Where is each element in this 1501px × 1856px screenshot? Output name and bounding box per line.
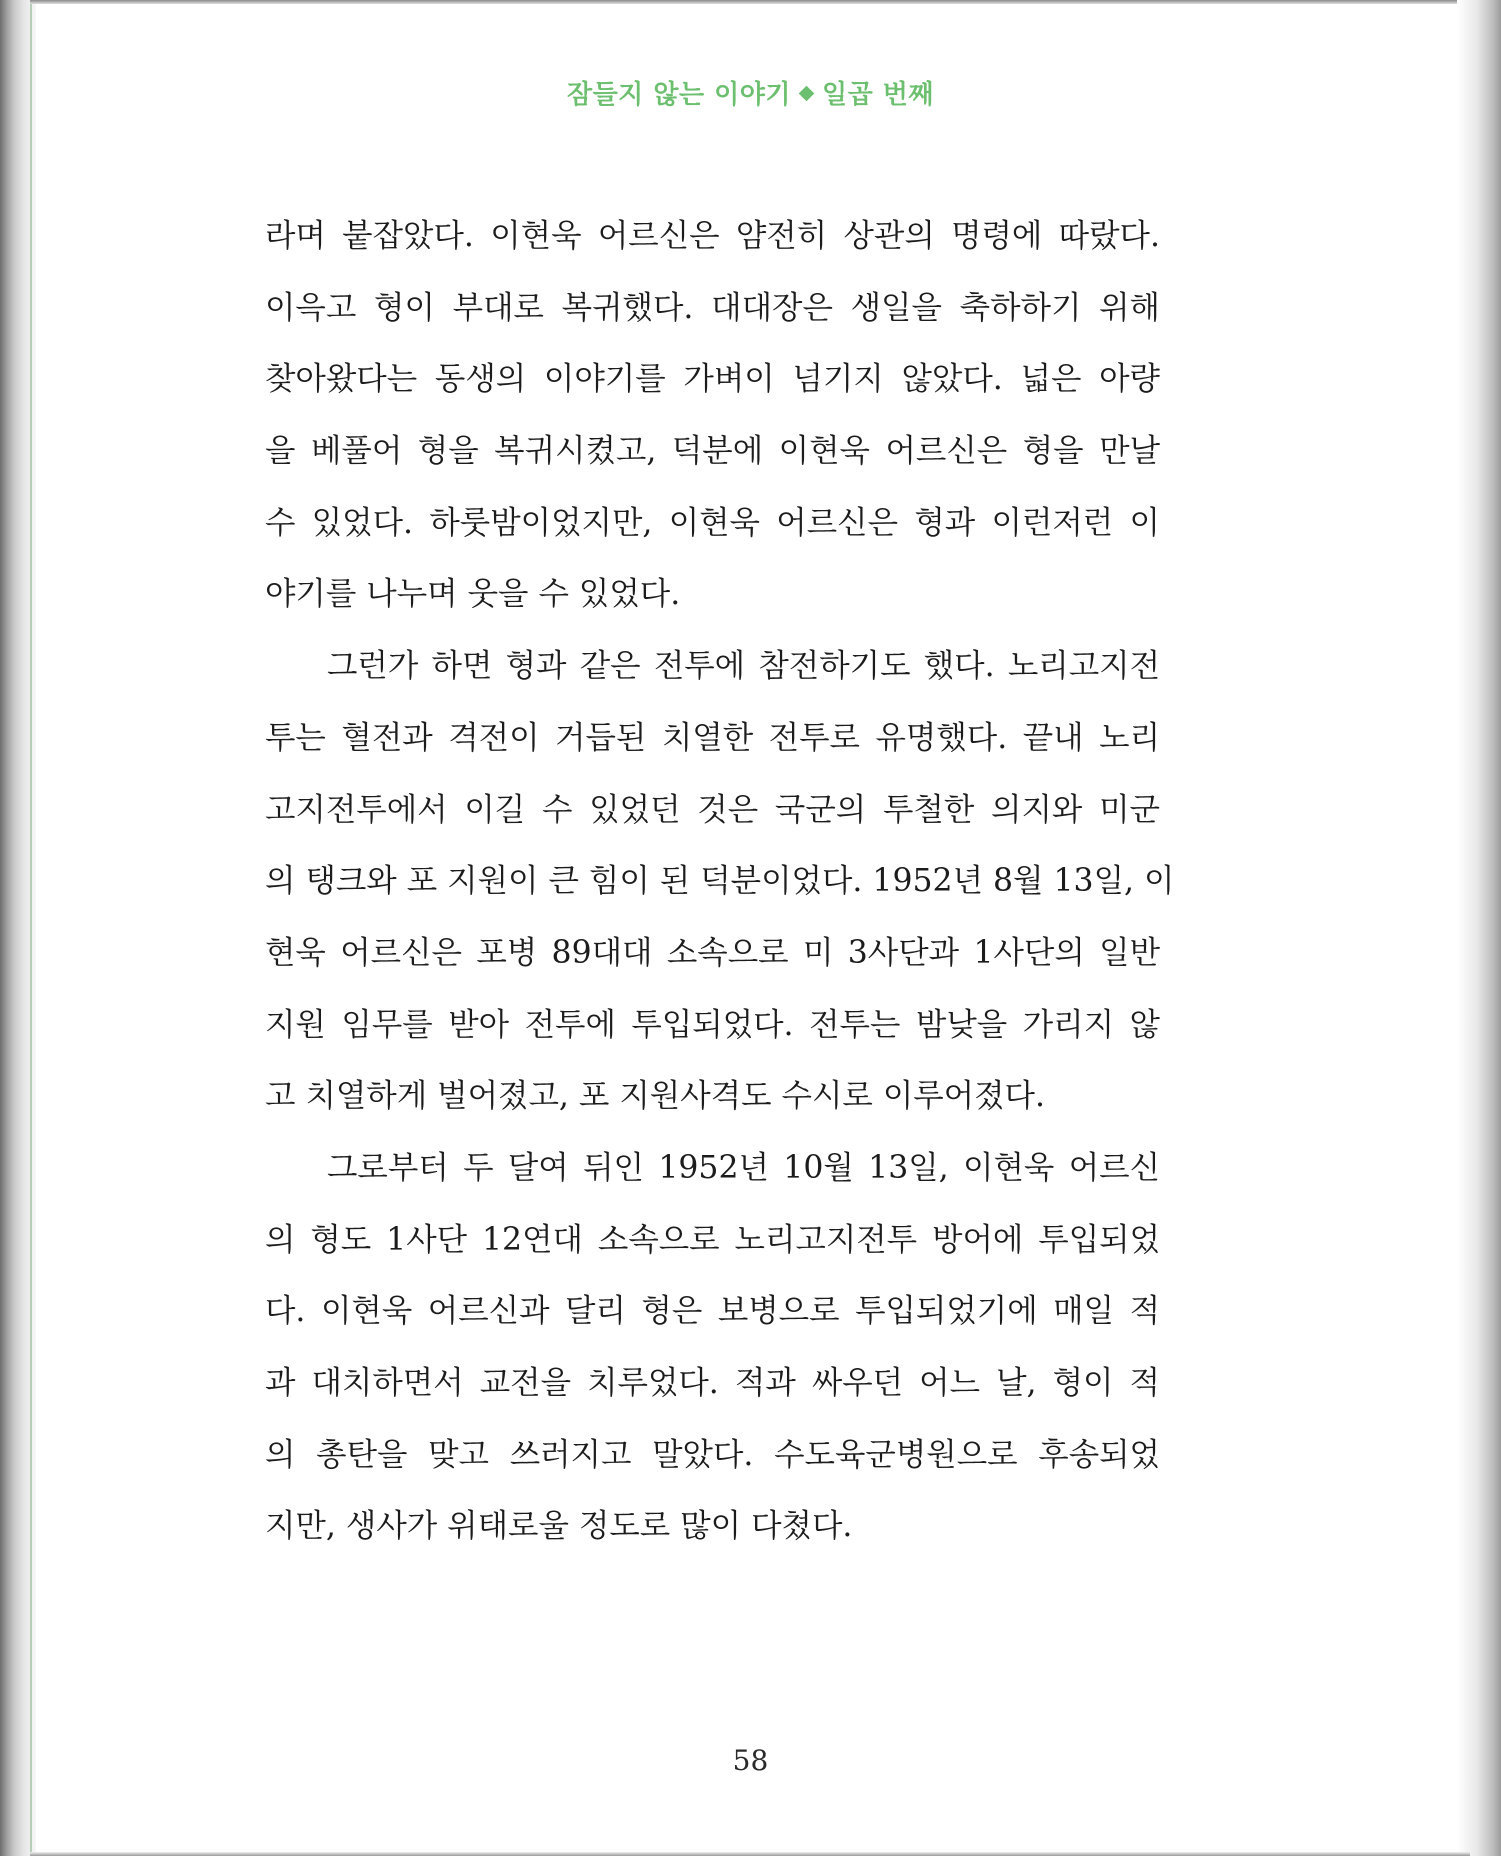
text-line: 의 형도 1사단 12연대 소속으로 노리고지전투 방어에 투입되었 (265, 1221, 1160, 1258)
text-line: 과 대치하면서 교전을 치루었다. 적과 싸우던 어느 날, 형이 적 (265, 1365, 1160, 1401)
text-line: 의 탱크와 포 지원이 큰 힘이 된 덕분이었다. 1952년 8월 13일, 이 (265, 863, 1175, 900)
text-line: 수 있었다. 하룻밤이었지만, 이현욱 어르신은 형과 이런저런 이 (265, 504, 1160, 541)
body-text (265, 208, 1175, 1570)
text-line: 그런가 하면 형과 같은 전투에 참전하기도 했다. 노리고지전 (327, 648, 1160, 685)
text-line: 그로부터 두 달여 뒤인 1952년 10월 13일, 이현욱 어르신 (327, 1149, 1160, 1186)
text-line: 고지전투에서 이길 수 있었던 것은 국군의 투철한 의지와 미군 (265, 791, 1160, 828)
text-line: 이윽고 형이 부대로 복귀했다. 대대장은 생일을 축하하기 위해 (265, 289, 1160, 326)
text-line: 지만, 생사가 위태로울 정도로 많이 다쳤다. (265, 1508, 853, 1545)
running-header-title: 잠들지 않는 이야기 (566, 80, 791, 110)
text-line: 라며 붙잡았다. 이현욱 어르신은 얌전히 상관의 명령에 따랐다. (265, 218, 1160, 254)
text-line: 지원 임무를 받아 전투에 투입되었다. 전투는 밤낮을 가리지 않 (265, 1006, 1160, 1043)
text-line: 찾아왔다는 동생의 이야기를 가벼이 넘기지 않았다. 넓은 아량 (265, 361, 1160, 398)
diamond-separator-icon (799, 86, 815, 102)
running-header (0, 74, 1501, 111)
text-line: 현욱 어르신은 포병 89대대 소속으로 미 3사단과 1사단의 일반 (265, 934, 1160, 971)
text-line: 고 치열하게 벌어졌고, 포 지원사격도 수시로 이루어졌다. (265, 1078, 1045, 1115)
page-top-edge (30, 0, 1470, 4)
page-bottom-edge (30, 1852, 1470, 1856)
book-spine-edge (0, 0, 36, 1856)
running-header-chapter: 일곱 번째 (822, 80, 935, 110)
text-line: 의 총탄을 맞고 쓰러지고 말았다. 수도육군병원으로 후송되었 (265, 1436, 1160, 1473)
page-right-shadow (1457, 0, 1501, 1856)
text-line: 을 베풀어 형을 복귀시켰고, 덕분에 이현욱 어르신은 형을 만날 (265, 433, 1160, 470)
text-line: 다. 이현욱 어르신과 달리 형은 보병으로 투입되었기에 매일 적 (265, 1293, 1160, 1330)
text-line: 투는 혈전과 격전이 거듭된 치열한 전투로 유명했다. 끝내 노리 (265, 719, 1160, 756)
page-number: 58 (732, 1744, 769, 1777)
text-line: 야기를 나누며 웃을 수 있었다. (265, 576, 681, 613)
